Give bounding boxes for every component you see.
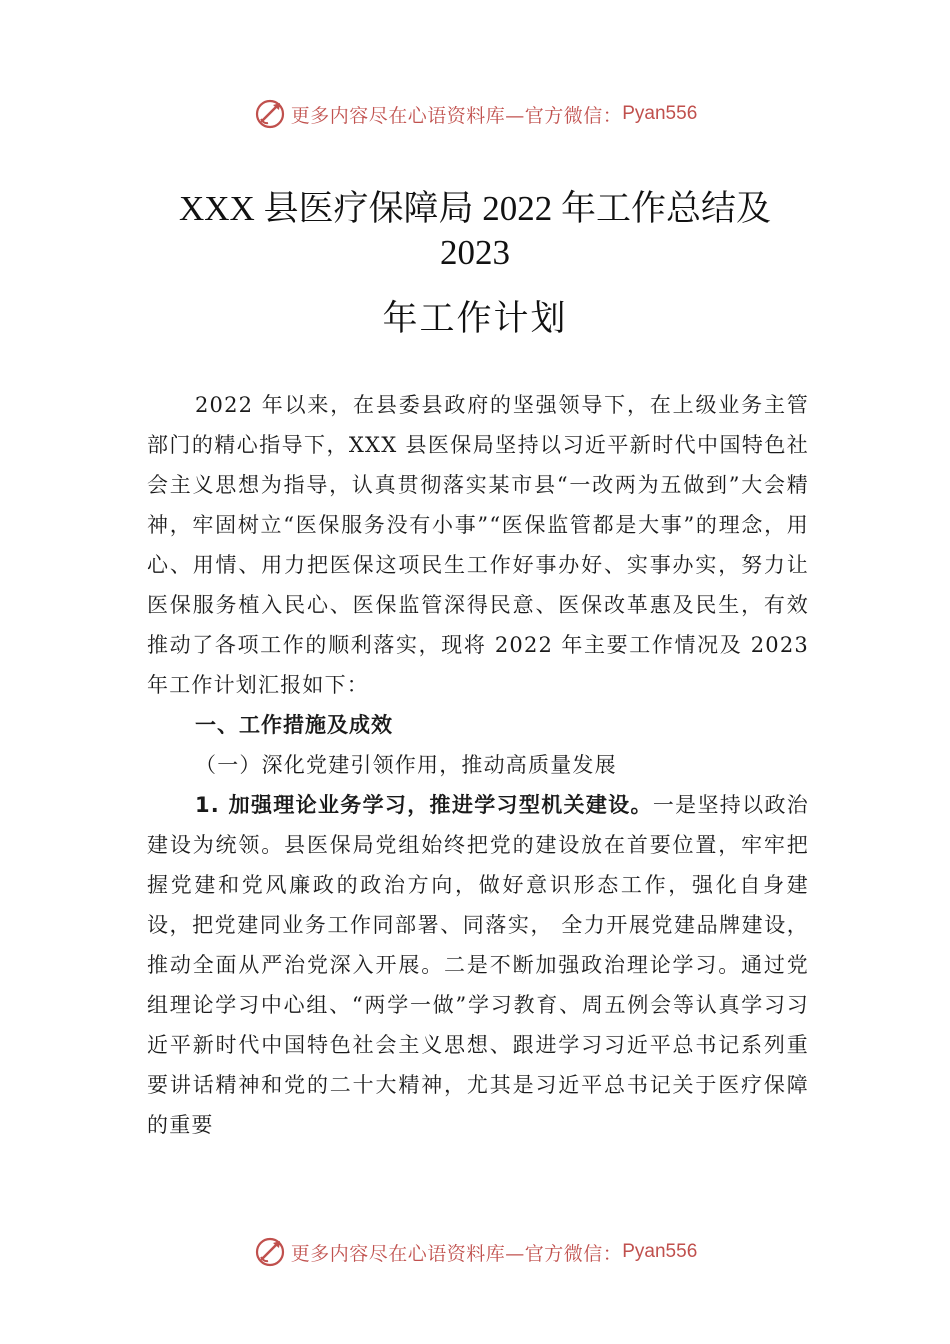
document-title-line3: 年工作计划	[382, 299, 568, 338]
watermark-handle: Pyan556	[622, 103, 698, 124]
subsection-heading: （一）深化党建引领作用，推动高质量发展	[195, 753, 617, 777]
watermark-text: 更多内容尽在心语资料库—官方微信：	[290, 104, 623, 127]
document-title-line1: XXX 县医疗保障局 2022 年工作总结及	[178, 189, 772, 228]
watermark-handle: Pyan556	[622, 1241, 698, 1262]
item-text: 一是坚持以政治建设为统领。县医保局党组始终把党的建设放在首要位置，牢牢把握党建和党风廉政的政治方向，做好意识形态工作，强化自身建设，把党建同业务工作同部署、同落实， 全力开展党建品牌建设，推动全面从严治党深入开展。二是不断加强政治理论学习。通过党组理论学习中心组、“两学一做”学习教育、周五例会等认真学习习近平新时代中国特色社会主义思想、跟进学习习近平总书记系列重要讲话精神和党的二十大精神，尤其是习近平总书记关于医疗保障的重要	[147, 793, 809, 1137]
intro-paragraph: 2022 年以来，在县委县政府的坚强领导下，在上级业务主管部门的精心指导下，XXX 县医保局坚持以习近平新时代中国特色社会主义思想为指导，认真贯彻落实某市县“一改两为五做到”大会精神，牢固树立“医保服务没有小事”“医保监管都是大事”的理念，用心、用情、用力把医保这项民生工作好事办好、实事办实，努力让医保服务植入民心、医保监管深得民意、医保改革惠及民生，有效推动了各项工作的顺利落实，现将 2022 年主要工作情况及 2023 年工作计划汇报如下：	[147, 393, 809, 697]
brush-logo-icon	[253, 1235, 287, 1269]
document-body	[147, 385, 809, 1145]
watermark-footer	[0, 1232, 950, 1272]
document-title-line2: 2023	[440, 233, 510, 272]
item-paragraph	[147, 785, 809, 1145]
item-lead: 1. 加强理论业务学习，推进学习型机关建设。	[195, 793, 653, 817]
section-heading: 一、工作措施及成效	[195, 713, 393, 737]
brush-logo-icon	[253, 97, 287, 131]
watermark-text: 更多内容尽在心语资料库—官方微信：	[290, 1242, 623, 1265]
watermark-header	[0, 94, 950, 134]
